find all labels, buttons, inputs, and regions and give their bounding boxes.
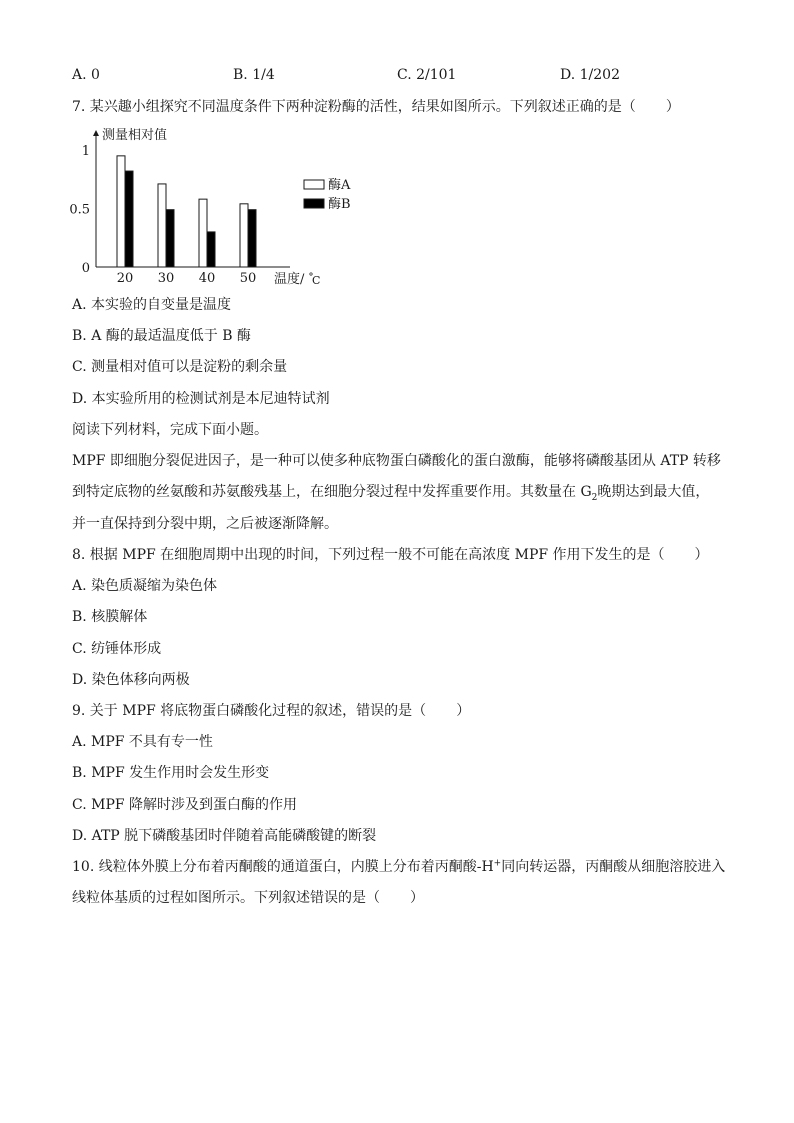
q10-line-1-a: 10. 线粒体外膜上分布着丙酮酸的通道蛋白，内膜上分布着丙酮酸-H <box>72 859 494 875</box>
q10-line-2-text: 线粒体基质的过程如图所示。下列叙述错误的是（ <box>72 890 380 906</box>
q7-option-c: C. 测量相对值可以是淀粉的剩余量 <box>72 359 288 375</box>
reading-line-2-b: 晚期达到最大值， <box>597 484 710 500</box>
x-tick-label: 50 <box>239 271 257 286</box>
q10-line-1 <box>72 858 725 876</box>
reading-line-2 <box>72 483 709 501</box>
prev-option-d: D. 1/202 <box>560 67 620 83</box>
prev-option-c: C. 2/101 <box>397 67 457 83</box>
bar-enzyme-a <box>158 184 166 267</box>
q10-line-1-b: 同向转运器，丙酮酸从细胞溶胶进入 <box>501 859 726 875</box>
chart-legend <box>304 178 351 212</box>
bar-enzyme-b <box>248 210 256 267</box>
q10-line-1-sup: + <box>493 858 502 869</box>
q8-option-b: B. 核膜解体 <box>72 609 148 625</box>
x-tick-label: 40 <box>198 271 216 286</box>
q8-option-a: A. 染色质凝缩为染色体 <box>72 578 218 594</box>
legend-label: 酶B <box>328 197 351 212</box>
bar-enzyme-a <box>199 199 207 267</box>
q8-stem <box>72 546 709 564</box>
chart-axes <box>69 127 320 287</box>
chart-bars <box>117 156 256 267</box>
q9-option-d: D. ATP 脱下磷酸基团时伴随着高能磷酸键的断裂 <box>72 828 377 844</box>
bar-enzyme-a <box>240 204 248 267</box>
y-tick-label: 1 <box>81 144 90 159</box>
q9-stem-text: 9. 关于 MPF 将底物蛋白磷酸化过程的叙述，错误的是（ <box>72 703 427 719</box>
x-axis-label: 温度/ <box>274 272 305 287</box>
reading-line-2-sub: 2 <box>591 492 598 503</box>
y-tick-label: 0.5 <box>69 202 90 218</box>
q7-stem-text: 7. 某兴趣小组探究不同温度条件下两种淀粉酶的活性，结果如图所示。下列叙述正确的是（ <box>72 99 636 115</box>
enzyme-activity-chart <box>69 122 351 288</box>
reading-line-3: 并一直保持到分裂中期，之后被逐渐降解。 <box>72 516 338 532</box>
q8-option-d: D. 染色体移向两极 <box>72 672 190 688</box>
q7-paren-close: ） <box>665 99 680 115</box>
q8-stem-text: 8. 根据 MPF 在细胞周期中出现的时间，下列过程一般不可能在高浓度 MPF 作用下发生的是（ <box>72 547 665 563</box>
q10-line-2 <box>72 889 424 907</box>
q8-paren-close: ） <box>694 547 709 563</box>
bar-enzyme-b <box>207 232 215 267</box>
reading-line-2-a: 到特定底物的丝氨酸和苏氨酸残基上，在细胞分裂过程中发挥重要作用。其数量在 G <box>72 484 592 500</box>
prev-option-a: A. 0 <box>72 67 100 83</box>
y-axis-label: 测量相对值 <box>102 128 168 143</box>
legend-label: 酶A <box>328 178 351 193</box>
q7-stem <box>72 98 680 116</box>
bar-enzyme-b <box>125 171 133 267</box>
q9-stem <box>72 702 470 720</box>
x-axis-unit: C <box>312 274 321 287</box>
bar-enzyme-a <box>117 156 125 267</box>
q7-option-b: B. A 酶的最适温度低于 B 酶 <box>72 328 251 344</box>
reading-intro: 阅读下列材料，完成下面小题。 <box>72 422 268 438</box>
y-axis-arrow <box>93 130 99 136</box>
q9-paren-close: ） <box>456 703 471 719</box>
q9-option-a: A. MPF 不具有专一性 <box>72 734 213 750</box>
q8-option-c: C. 纺锤体形成 <box>72 641 162 657</box>
x-tick-label: 30 <box>157 271 175 286</box>
legend-swatch <box>304 199 324 208</box>
q7-option-a: A. 本实验的自变量是温度 <box>72 297 232 313</box>
q9-option-b: B. MPF 发生作用时会发生形变 <box>72 765 270 781</box>
q7-option-d: D. 本实验所用的检测试剂是本尼迪特试剂 <box>72 391 330 407</box>
prev-option-b: B. 1/4 <box>233 67 275 83</box>
q9-option-c: C. MPF 降解时涉及到蛋白酶的作用 <box>72 797 298 813</box>
reading-line-1: MPF 即细胞分裂促进因子，是一种可以使多种底物蛋白磷酸化的蛋白激酶，能够将磷酸基团从 ATP 转移 <box>72 453 721 469</box>
x-tick-label: 20 <box>116 271 134 286</box>
y-tick-label: 0 <box>81 261 90 276</box>
legend-swatch <box>304 180 324 189</box>
q10-paren-close: ） <box>410 890 424 906</box>
bar-enzyme-b <box>166 210 174 267</box>
